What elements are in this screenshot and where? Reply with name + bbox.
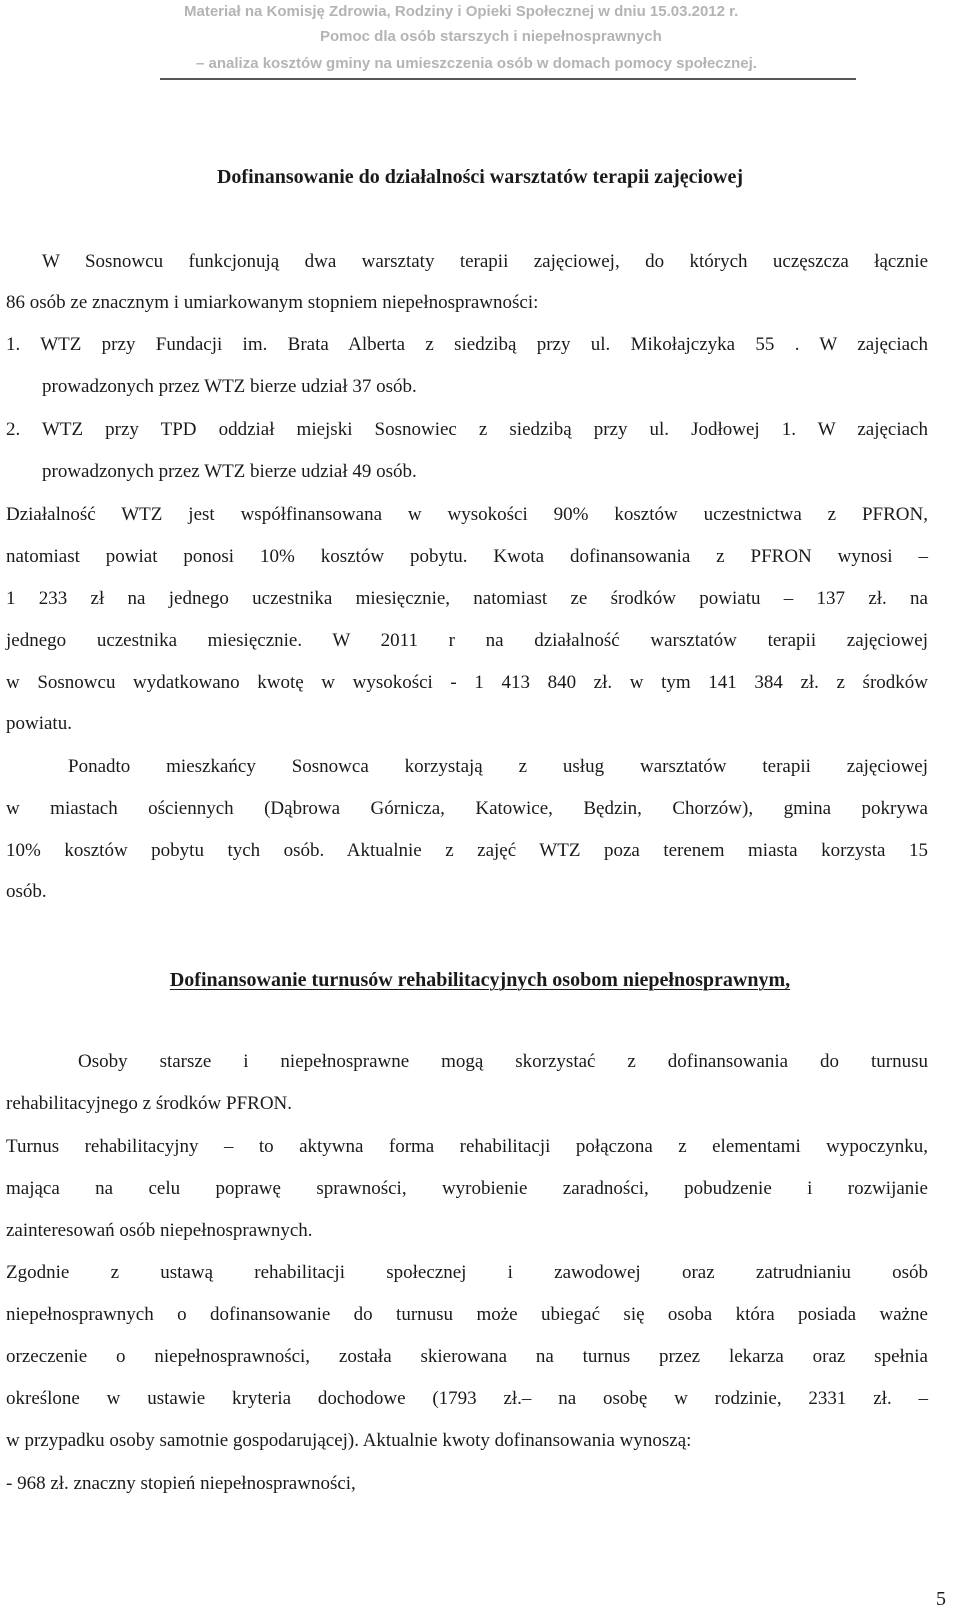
page-header bbox=[0, 0, 960, 86]
paragraph-line: rehabilitacyjnego z środków PFRON. bbox=[6, 1093, 293, 1114]
paragraph-line: jednego uczestnika miesięcznie. W 2011 r na działalność warsztatów terapii zajęciowej bbox=[6, 630, 928, 651]
page-number: 5 bbox=[936, 1588, 946, 1610]
paragraph-line: mająca na celu poprawę sprawności, wyrobienie zaradności, pobudzenie i rozwijanie bbox=[6, 1178, 928, 1199]
paragraph-line: 10% kosztów pobytu tych osób. Aktualnie z zajęć WTZ poza terenem miasta korzysta 15 bbox=[6, 840, 928, 861]
header-line-3: – analiza kosztów gminy na umieszczenia osób w domach pomocy społecznej. bbox=[196, 55, 757, 72]
paragraph-line: Osoby starsze i niepełnosprawne mogą skorzystać z dofinansowania do turnusu bbox=[78, 1051, 928, 1072]
paragraph-line: Turnus rehabilitacyjny – to aktywna forma rehabilitacji połączona z elementami wypoczynku, bbox=[6, 1136, 928, 1157]
paragraph-line: natomiast powiat ponosi 10% kosztów pobytu. Kwota dofinansowania z PFRON wynosi – bbox=[6, 546, 928, 567]
list-item: - 968 zł. znaczny stopień niepełnosprawności, bbox=[6, 1473, 356, 1494]
list-item-1: 1. WTZ przy Fundacji im. Brata Alberta z siedzibą przy ul. Mikołajczyka 55 . W zajęciach bbox=[6, 334, 928, 355]
section-title-wtz: Dofinansowanie do działalności warsztatów terapii zajęciowej bbox=[216, 166, 744, 188]
paragraph-line: orzeczenie o niepełnosprawności, została skierowana na turnus przez lekarza oraz spełnia bbox=[6, 1346, 928, 1367]
paragraph-line: w przypadku osoby samotnie gospodarującej). Aktualnie kwoty dofinansowania wynoszą: bbox=[6, 1430, 692, 1451]
paragraph-line: powiatu. bbox=[6, 713, 72, 734]
paragraph-line: w miastach ościennych (Dąbrowa Górnicza, Katowice, Będzin, Chorzów), gmina pokrywa bbox=[6, 798, 928, 819]
paragraph-line: Zgodnie z ustawą rehabilitacji społecznej i zawodowej oraz zatrudnianiu osób bbox=[6, 1262, 928, 1283]
paragraph-line: 86 osób ze znacznym i umiarkowanym stopniem niepełnosprawności: bbox=[6, 292, 539, 313]
section-title-turnus: Dofinansowanie turnusów rehabilitacyjnych osobom niepełnosprawnym, bbox=[169, 969, 791, 991]
paragraph-line: 1 233 zł na jednego uczestnika miesięcznie, natomiast ze środków powiatu – 137 zł. na bbox=[6, 588, 928, 609]
paragraph-line: w Sosnowcu wydatkowano kwotę w wysokości - 1 413 840 zł. w tym 141 384 zł. z środków bbox=[6, 672, 928, 693]
paragraph-line: zainteresowań osób niepełnosprawnych. bbox=[6, 1220, 313, 1241]
header-line-1: Materiał na Komisję Zdrowia, Rodziny i Opieki Społecznej w dniu 15.03.2012 r. bbox=[184, 3, 739, 20]
header-line-2: Pomoc dla osób starszych i niepełnosprawnych bbox=[320, 28, 662, 45]
list-item-1-cont: prowadzonych przez WTZ bierze udział 37 osób. bbox=[42, 376, 417, 397]
paragraph-line: Ponadto mieszkańcy Sosnowca korzystają z usług warsztatów terapii zajęciowej bbox=[68, 756, 928, 777]
list-item-2-cont: prowadzonych przez WTZ bierze udział 49 osób. bbox=[42, 461, 417, 482]
header-divider bbox=[160, 78, 856, 80]
list-item-2: 2. WTZ przy TPD oddział miejski Sosnowiec z siedzibą przy ul. Jodłowej 1. W zajęciach bbox=[6, 419, 928, 440]
paragraph-line: osób. bbox=[6, 881, 47, 902]
paragraph-line: W Sosnowcu funkcjonują dwa warsztaty terapii zajęciowej, do których uczęszcza łącznie bbox=[42, 251, 928, 272]
paragraph-line: niepełnosprawnych o dofinansowanie do turnusu może ubiegać się osoba która posiada ważne bbox=[6, 1304, 928, 1325]
paragraph-line: Działalność WTZ jest współfinansowana w wysokości 90% kosztów uczestnictwa z PFRON, bbox=[6, 504, 928, 525]
paragraph-line: określone w ustawie kryteria dochodowe (1793 zł.– na osobę w rodzinie, 2331 zł. – bbox=[6, 1388, 928, 1409]
